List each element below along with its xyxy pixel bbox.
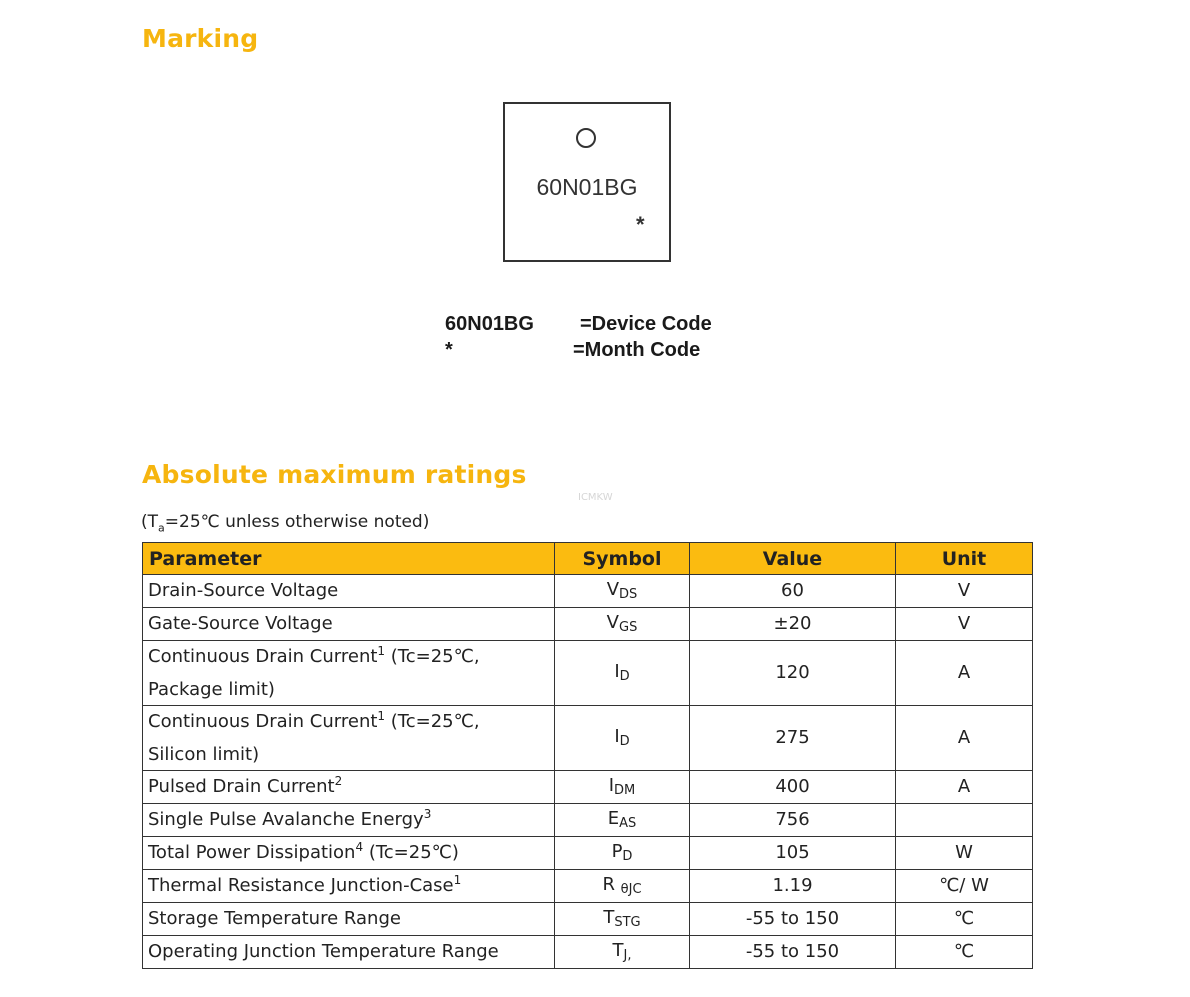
- cell-unit: A: [896, 706, 1033, 771]
- param-text: Drain-Source Voltage: [148, 580, 339, 601]
- chip-package-drawing: [503, 102, 671, 262]
- symbol-main: E: [607, 808, 620, 829]
- cell-value: ±20: [690, 608, 896, 641]
- cell-symbol: [555, 870, 690, 903]
- cell-unit: A: [896, 641, 1033, 706]
- table-row: [143, 771, 1033, 804]
- cell-value: 105: [690, 837, 896, 870]
- symbol-sub: AS: [619, 816, 637, 831]
- param-footnote: 4: [355, 839, 364, 854]
- symbol-sub: GS: [619, 620, 638, 635]
- legend-key: 60N01BG: [445, 313, 534, 335]
- chip-device-code: 60N01BG: [536, 174, 638, 200]
- cell-unit: ℃: [896, 936, 1033, 969]
- legend-value: =Month Code: [573, 339, 701, 361]
- table-row: [143, 608, 1033, 641]
- param-condition: (Tc=25℃,: [385, 646, 480, 667]
- cell-unit: A: [896, 771, 1033, 804]
- symbol-main: P: [611, 841, 623, 862]
- chip-month-mark: *: [636, 212, 645, 237]
- symbol-sub: D: [619, 669, 630, 684]
- header-value: Value: [690, 543, 896, 575]
- header-parameter: Parameter: [143, 543, 555, 575]
- param-footnote: 2: [334, 773, 343, 788]
- param-condition: (Tc=25℃,: [385, 711, 480, 732]
- cell-value: 1.19: [690, 870, 896, 903]
- cell-unit: V: [896, 608, 1033, 641]
- cell-parameter: [143, 903, 555, 936]
- table-header-row: [143, 543, 1033, 575]
- cell-symbol: [555, 837, 690, 870]
- symbol-main: I: [614, 661, 620, 682]
- param-text: Continuous Drain Current: [148, 711, 378, 732]
- symbol-main: T: [603, 907, 615, 928]
- cell-symbol: [555, 641, 690, 706]
- condition-sub: a: [158, 521, 165, 535]
- param-footnote: 1: [377, 644, 386, 658]
- legend-value: =Device Code: [580, 313, 712, 335]
- table-row: [143, 804, 1033, 837]
- param-text: Storage Temperature Range: [148, 908, 401, 929]
- param-text: Single Pulse Avalanche Energy: [148, 808, 424, 830]
- table-row: [143, 870, 1033, 903]
- legend-row: [445, 339, 745, 365]
- param-footnote: 1: [377, 709, 386, 723]
- watermark: ICMKW: [578, 492, 613, 503]
- cell-value: 275: [690, 706, 896, 771]
- cell-parameter: [143, 804, 555, 837]
- header-unit: Unit: [896, 543, 1033, 575]
- symbol-main: V: [606, 579, 620, 600]
- param-text: Gate-Source Voltage: [148, 613, 333, 634]
- table-row: [143, 575, 1033, 608]
- symbol-main: V: [606, 612, 619, 633]
- cell-symbol: [555, 575, 690, 608]
- cell-parameter: [143, 936, 555, 969]
- param-text: Continuous Drain Current: [148, 646, 378, 667]
- ratings-title: Absolute maximum ratings: [142, 460, 527, 489]
- param-text: Pulsed Drain Current: [148, 775, 335, 797]
- cell-symbol: [555, 706, 690, 771]
- table-row: [143, 641, 1033, 706]
- symbol-sub: DM: [614, 783, 636, 798]
- cell-parameter: [143, 608, 555, 641]
- cell-unit: ℃: [896, 903, 1033, 936]
- header-symbol: Symbol: [555, 543, 690, 575]
- param-footnote: 3: [423, 806, 432, 821]
- cell-parameter: [143, 870, 555, 903]
- symbol-main: I: [614, 726, 620, 747]
- param-text: Total Power Dissipation: [148, 841, 356, 863]
- cell-parameter: [143, 837, 555, 870]
- cell-unit: ℃/ W: [896, 870, 1033, 903]
- symbol-sub: D: [622, 849, 633, 864]
- condition-suffix: =25℃ unless otherwise noted): [164, 512, 430, 532]
- ratings-condition: [141, 512, 429, 534]
- marking-legend: [445, 313, 745, 365]
- symbol-sub: J,: [623, 948, 632, 963]
- pin1-circle-icon: [576, 128, 596, 148]
- table-row: [143, 936, 1033, 969]
- cell-parameter: [143, 771, 555, 804]
- symbol-main: T: [612, 940, 624, 961]
- param-line2: Package limit): [148, 679, 275, 700]
- cell-symbol: [555, 936, 690, 969]
- legend-row: [445, 313, 745, 339]
- cell-unit: [896, 804, 1033, 837]
- cell-parameter: [143, 706, 555, 771]
- cell-parameter: [143, 575, 555, 608]
- param-footnote: 1: [453, 872, 462, 887]
- cell-symbol: [555, 804, 690, 837]
- cell-value: 120: [690, 641, 896, 706]
- condition-prefix: (T: [141, 512, 159, 532]
- symbol-sub: DS: [619, 587, 638, 602]
- cell-value: -55 to 150: [690, 903, 896, 936]
- cell-value: 756: [690, 804, 896, 837]
- cell-unit: W: [896, 837, 1033, 870]
- symbol-main: R: [602, 874, 621, 895]
- marking-title: Marking: [142, 24, 259, 53]
- cell-value: 60: [690, 575, 896, 608]
- cell-symbol: [555, 771, 690, 804]
- param-text: Thermal Resistance Junction-Case: [148, 874, 454, 896]
- cell-value: 400: [690, 771, 896, 804]
- cell-unit: V: [896, 575, 1033, 608]
- legend-key: *: [445, 339, 453, 361]
- ratings-table: [142, 542, 1033, 969]
- param-text: Operating Junction Temperature Range: [148, 941, 499, 962]
- symbol-sub: θJC: [620, 882, 642, 897]
- cell-parameter: [143, 641, 555, 706]
- cell-symbol: [555, 608, 690, 641]
- table-row: [143, 706, 1033, 771]
- param-line2: Silicon limit): [148, 744, 260, 765]
- table-row: [143, 903, 1033, 936]
- ratings-table-body: [143, 575, 1033, 969]
- param-condition: (Tc=25℃): [363, 841, 459, 863]
- cell-symbol: [555, 903, 690, 936]
- table-row: [143, 837, 1033, 870]
- symbol-sub: STG: [614, 915, 641, 930]
- symbol-sub: D: [619, 734, 630, 749]
- symbol-main: I: [608, 775, 615, 796]
- cell-value: -55 to 150: [690, 936, 896, 969]
